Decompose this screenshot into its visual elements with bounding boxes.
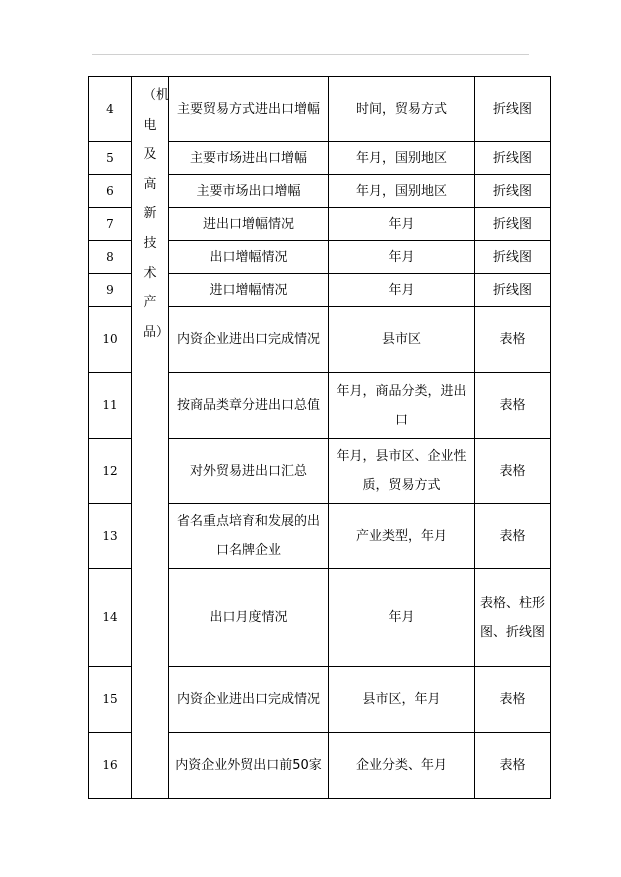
display-type: 表格 [475, 307, 551, 373]
report-dimension: 年月，国别地区 [329, 175, 475, 208]
display-type: 表格 [475, 439, 551, 504]
row-number: 12 [89, 439, 132, 504]
display-type: 折线图 [475, 241, 551, 274]
row-number: 6 [89, 175, 132, 208]
report-name: 进口增幅情况 [169, 274, 329, 307]
row-number: 16 [89, 733, 132, 799]
report-dimension: 年月 [329, 569, 475, 667]
report-dimension: 年月，国别地区 [329, 142, 475, 175]
report-name: 主要市场出口增幅 [169, 175, 329, 208]
display-type: 折线图 [475, 175, 551, 208]
report-name: 按商品类章分进出口总值 [169, 373, 329, 439]
report-name: 内资企业外贸出口前50家 [169, 733, 329, 799]
report-table [88, 76, 551, 799]
report-dimension: 产业类型，年月 [329, 504, 475, 569]
report-dimension: 时间，贸易方式 [329, 77, 475, 142]
row-number: 8 [89, 241, 132, 274]
display-type: 表格 [475, 504, 551, 569]
display-type: 折线图 [475, 208, 551, 241]
display-type: 折线图 [475, 77, 551, 142]
report-name: 主要贸易方式进出口增幅 [169, 77, 329, 142]
category-label: （机电及高新技术产品） [143, 88, 170, 340]
display-type: 表格 [475, 373, 551, 439]
row-number: 10 [89, 307, 132, 373]
report-name: 内资企业进出口完成情况 [169, 307, 329, 373]
row-number: 14 [89, 569, 132, 667]
report-name: 主要市场进出口增幅 [169, 142, 329, 175]
report-name: 出口月度情况 [169, 569, 329, 667]
report-dimension: 年月，商品分类，进出口 [329, 373, 475, 439]
row-number: 13 [89, 504, 132, 569]
report-dimension: 县市区 [329, 307, 475, 373]
report-name: 对外贸易进出口汇总 [169, 439, 329, 504]
report-name: 出口增幅情况 [169, 241, 329, 274]
row-number: 15 [89, 667, 132, 733]
row-number: 5 [89, 142, 132, 175]
page-header-rule [92, 54, 529, 55]
report-name: 进出口增幅情况 [169, 208, 329, 241]
display-type: 表格 [475, 733, 551, 799]
display-type: 表格、柱形图、折线图 [475, 569, 551, 667]
row-number: 9 [89, 274, 132, 307]
display-type: 折线图 [475, 274, 551, 307]
report-name: 内资企业进出口完成情况 [169, 667, 329, 733]
report-dimension: 年月 [329, 274, 475, 307]
row-number: 4 [89, 77, 132, 142]
report-dimension: 年月 [329, 241, 475, 274]
report-dimension: 年月 [329, 208, 475, 241]
display-type: 折线图 [475, 142, 551, 175]
report-dimension: 县市区，年月 [329, 667, 475, 733]
category-cell [132, 77, 169, 799]
display-type: 表格 [475, 667, 551, 733]
row-number: 11 [89, 373, 132, 439]
table-row [89, 77, 551, 142]
report-dimension: 年月，县市区、企业性质，贸易方式 [329, 439, 475, 504]
report-dimension: 企业分类、年月 [329, 733, 475, 799]
row-number: 7 [89, 208, 132, 241]
report-name: 省名重点培育和发展的出口名牌企业 [169, 504, 329, 569]
